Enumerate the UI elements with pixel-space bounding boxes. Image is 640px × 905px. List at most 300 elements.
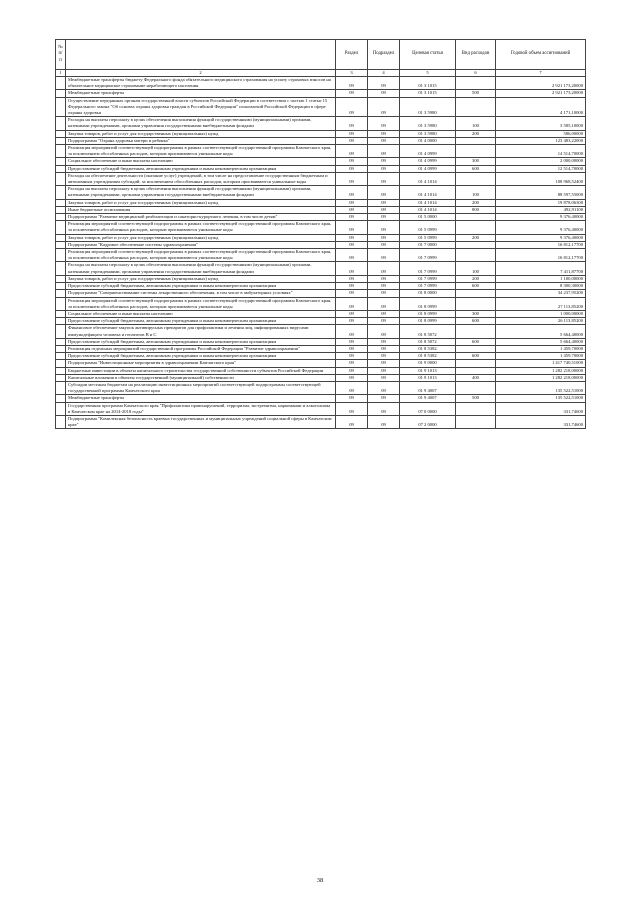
header-col-section: Раздел (336, 40, 368, 70)
row-subsection-cell: 09 (368, 367, 400, 374)
row-amount-cell: 88 597,55000 (496, 186, 586, 199)
row-number-cell (56, 360, 66, 367)
row-expense-cell: 200 (456, 130, 496, 137)
row-expense-cell (456, 381, 496, 394)
row-target-cell: 01 4 1014 (400, 186, 456, 199)
row-amount-cell: 4 171,10000 (496, 97, 586, 117)
table-row (56, 172, 586, 185)
row-number-cell (56, 395, 66, 402)
row-subsection-cell: 09 (368, 214, 400, 221)
row-target-cell: 01 5 0999 (400, 234, 456, 241)
row-expense-cell: 200 (456, 199, 496, 206)
row-subsection-cell: 09 (368, 283, 400, 290)
row-section-cell: 09 (336, 199, 368, 206)
row-target-cell: 01 4 0999 (400, 145, 456, 158)
row-section-cell: 09 (336, 145, 368, 158)
row-section-cell: 09 (336, 206, 368, 213)
row-amount-cell: 16 812,17700 (496, 241, 586, 248)
row-amount-cell: 331,74600 (496, 402, 586, 415)
row-expense-cell: 600 (456, 338, 496, 345)
row-amount-cell: 9 376,40000 (496, 234, 586, 241)
row-subsection-cell: 09 (368, 415, 400, 428)
row-name-cell: Иные бюджетные ассигнования (66, 206, 336, 213)
row-subsection-cell: 09 (368, 262, 400, 275)
row-expense-cell: 400 (456, 374, 496, 381)
row-number-cell (56, 318, 66, 325)
row-section-cell: 09 (336, 90, 368, 97)
row-number-cell (56, 90, 66, 97)
table-row (56, 353, 586, 360)
row-number-cell (56, 137, 66, 144)
row-amount-cell: 135 522,51000 (496, 381, 586, 394)
row-name-cell: Межбюджетные трансферты бюджету Федерального фонда обязательного медицинского страхования на уплату страховых взносов на обязательное медицинское страхование неработающего населения (66, 77, 336, 90)
row-section-cell: 09 (336, 325, 368, 338)
row-section-cell: 09 (336, 290, 368, 297)
row-amount-cell: 34 237,95200 (496, 290, 586, 297)
header-number: 7 (496, 70, 586, 77)
row-name-cell: Подпрограмма "Комплексная безопасность краевых государственных и муниципальных учреждений социальной сферы в Камчатском крае" (66, 415, 336, 428)
row-section-cell: 09 (336, 249, 368, 262)
row-name-cell: Расходы на обеспечение деятельности (оказание услуг) учреждений, в том числе на предоставление государственным бюджетным и автономным учреждениям субсидий, за исключением обособленных расходов, которым присваиваются уникальные коды (66, 172, 336, 185)
row-number-cell (56, 345, 66, 352)
table-row (56, 165, 586, 172)
table-row (56, 338, 586, 345)
row-number-cell (56, 172, 66, 185)
row-subsection-cell: 09 (368, 145, 400, 158)
row-name-cell: Предоставление субсидий бюджетным, автономным учреждениям и иным некоммерческим организациям (66, 338, 336, 345)
row-subsection-cell: 09 (368, 360, 400, 367)
row-subsection-cell: 09 (368, 206, 400, 213)
row-number-cell (56, 145, 66, 158)
row-target-cell: 01 3 1015 (400, 90, 456, 97)
row-target-cell: 01 9 1013 (400, 374, 456, 381)
row-name-cell: Подпрограмма "Кадровое обеспечение системы здравоохранения" (66, 241, 336, 248)
row-section-cell: 09 (336, 353, 368, 360)
row-amount-cell: 1 100,00000 (496, 275, 586, 282)
row-expense-cell: 500 (456, 395, 496, 402)
row-name-cell: Бюджетные инвестиции в объекты капитального строительства государственной собственности субъектов Российской Федерации (66, 367, 336, 374)
table-row (56, 374, 586, 381)
row-amount-cell: 123 483,22000 (496, 137, 586, 144)
row-subsection-cell: 09 (368, 77, 400, 90)
row-number-cell (56, 402, 66, 415)
row-section-cell: 09 (336, 241, 368, 248)
table-row (56, 158, 586, 165)
row-expense-cell: 600 (456, 283, 496, 290)
row-number-cell (56, 310, 66, 317)
row-expense-cell (456, 345, 496, 352)
row-expense-cell (456, 137, 496, 144)
row-subsection-cell: 09 (368, 158, 400, 165)
row-amount-cell: 12 514,70000 (496, 165, 586, 172)
table-row (56, 395, 586, 402)
row-name-cell: Финансовое обеспечение закупок антивирусных препаратов для профилактики и лечения лиц, инфицированных вирусами иммунодефицита человека и гепатитов В и С (66, 325, 336, 338)
row-number-cell (56, 374, 66, 381)
table-row (56, 297, 586, 310)
table-row (56, 214, 586, 221)
row-target-cell: 01 3 1015 (400, 77, 456, 90)
table-row (56, 381, 586, 394)
table-row (56, 249, 586, 262)
table-row (56, 290, 586, 297)
row-expense-cell: 300 (456, 158, 496, 165)
row-section-cell: 09 (336, 381, 368, 394)
header-col-subsection: Подраздел (368, 40, 400, 70)
row-expense-cell (456, 367, 496, 374)
row-section-cell: 09 (336, 137, 368, 144)
row-number-cell (56, 117, 66, 130)
table-row (56, 145, 586, 158)
row-expense-cell: 300 (456, 310, 496, 317)
row-subsection-cell: 09 (368, 221, 400, 234)
row-amount-cell: 586,00000 (496, 130, 586, 137)
row-amount-cell: 331,74600 (496, 415, 586, 428)
row-section-cell: 09 (336, 367, 368, 374)
table-row (56, 360, 586, 367)
row-subsection-cell: 09 (368, 353, 400, 360)
row-expense-cell: 600 (456, 165, 496, 172)
row-subsection-cell: 09 (368, 172, 400, 185)
row-section-cell: 09 (336, 186, 368, 199)
table-row (56, 345, 586, 352)
table-row (56, 199, 586, 206)
row-name-cell: Реализация мероприятий соответствующей подпрограммы в рамках соответствующей государственной программы Камчатского края, за исключением обособленных расходов, которым присваиваются уникальные коды (66, 249, 336, 262)
row-number-cell (56, 130, 66, 137)
row-subsection-cell: 09 (368, 186, 400, 199)
row-target-cell: 01 4 0999 (400, 165, 456, 172)
row-subsection-cell: 09 (368, 338, 400, 345)
row-number-cell (56, 275, 66, 282)
row-name-cell: Подпрограмма "Инвестиционные мероприятия в здравоохранении Камчатского края" (66, 360, 336, 367)
row-number-cell (56, 297, 66, 310)
row-number-cell (56, 262, 66, 275)
row-amount-cell: 16 812,17700 (496, 249, 586, 262)
table-row (56, 283, 586, 290)
row-number-cell (56, 206, 66, 213)
row-subsection-cell: 09 (368, 318, 400, 325)
row-subsection-cell: 09 (368, 345, 400, 352)
row-section-cell: 09 (336, 318, 368, 325)
header-number: 6 (456, 70, 496, 77)
table-row (56, 97, 586, 117)
row-name-cell: Межбюджетные трансферты (66, 395, 336, 402)
row-target-cell: 01 4 1014 (400, 206, 456, 213)
row-expense-cell (456, 290, 496, 297)
header-numbers-row (56, 70, 586, 77)
row-amount-cell: 1 417 740,51000 (496, 360, 586, 367)
row-target-cell: 01 3 5980 (400, 117, 456, 130)
row-section-cell: 09 (336, 395, 368, 402)
header-number: 4 (368, 70, 400, 77)
row-target-cell: 01 3 5980 (400, 130, 456, 137)
row-number-cell (56, 234, 66, 241)
row-subsection-cell: 09 (368, 310, 400, 317)
table-row (56, 262, 586, 275)
row-name-cell: Закупка товаров, работ и услуг для государственных (муниципальных) нужд (66, 199, 336, 206)
row-amount-cell: 5 664,40000 (496, 325, 586, 338)
row-target-cell: 01 7 0999 (400, 283, 456, 290)
row-name-cell: Реализация мероприятий соответствующей подпрограммы в рамках соответствующей государственной программы Камчатского края, за исключением обособленных расходов, которым присваиваются уникальные коды (66, 221, 336, 234)
row-amount-cell: 7 411,87700 (496, 262, 586, 275)
row-name-cell: Осуществление переданных органам государственной власти субъектов Российской Федерации в соответствии с частью 1 статьи 15 Федерального закона "Об основах охраны здоровья граждан в Российской Федерации" полномочий Российской Федерации в сфере охраны здоровья (66, 97, 336, 117)
row-section-cell: 09 (336, 374, 368, 381)
row-subsection-cell: 09 (368, 165, 400, 172)
row-expense-cell: 800 (456, 206, 496, 213)
row-name-cell: Закупка товаров, работ и услуг для государственных (муниципальных) нужд (66, 234, 336, 241)
row-number-cell (56, 338, 66, 345)
row-amount-cell: 9 376,40000 (496, 214, 586, 221)
row-number-cell (56, 249, 66, 262)
row-number-cell (56, 199, 66, 206)
row-name-cell: Капитальные вложения в объекты государственной (муниципальной) собственности (66, 374, 336, 381)
row-target-cell: 01 7 0999 (400, 275, 456, 282)
row-name-cell: Предоставление субсидий бюджетным, автономным учреждениям и иным некоммерческим организациям (66, 165, 336, 172)
row-section-cell: 09 (336, 234, 368, 241)
table-row (56, 318, 586, 325)
header-col-name (66, 40, 336, 70)
row-expense-cell (456, 297, 496, 310)
row-name-cell: Закупка товаров, работ и услуг для государственных (муниципальных) нужд (66, 130, 336, 137)
row-number-cell (56, 97, 66, 117)
row-subsection-cell: 09 (368, 249, 400, 262)
row-number-cell (56, 415, 66, 428)
row-amount-cell: 1 459,70000 (496, 353, 586, 360)
row-expense-cell (456, 325, 496, 338)
row-number-cell (56, 241, 66, 248)
row-target-cell: 01 8 5382 (400, 353, 456, 360)
row-number-cell (56, 283, 66, 290)
row-number-cell (56, 214, 66, 221)
row-name-cell: Расходы на выплаты персоналу в целях обеспечения выполнения функций государственными (муниципальными) органами, казенными учреждениями, органами управления государственными внебюджетными фондами (66, 186, 336, 199)
row-target-cell: 01 9 4007 (400, 381, 456, 394)
row-amount-cell: 19 878,06300 (496, 199, 586, 206)
row-target-cell: 07 2 0000 (400, 415, 456, 428)
row-section-cell: 09 (336, 402, 368, 415)
row-section-cell: 09 (336, 360, 368, 367)
row-name-cell: Государственная программа Камчатского края "Профилактика правонарушений, терроризма, экстремизма, наркомании и алкоголизма в Камчатском крае на 2014-2018 годы" (66, 402, 336, 415)
row-expense-cell: 600 (456, 353, 496, 360)
row-number-cell (56, 165, 66, 172)
row-target-cell: 01 3 5980 (400, 97, 456, 117)
row-name-cell: Подпрограмма "Развитие медицинской реабилитации и санаторно-курортного лечения, в том числе детям" (66, 214, 336, 221)
table-row (56, 206, 586, 213)
row-name-cell: Предоставление субсидий бюджетным, автономным учреждениям и иным некоммерческим организациям (66, 353, 336, 360)
table-row (56, 415, 586, 428)
row-amount-cell: 1 282 218,00000 (496, 374, 586, 381)
row-amount-cell: 135 522,51000 (496, 395, 586, 402)
row-section-cell: 09 (336, 310, 368, 317)
row-amount-cell: 2 000,00000 (496, 158, 586, 165)
row-target-cell: 01 8 5072 (400, 338, 456, 345)
row-target-cell: 01 8 5382 (400, 345, 456, 352)
row-target-cell: 01 9 0000 (400, 360, 456, 367)
row-name-cell: Субсидии местным бюджетам на реализацию инвестиционных мероприятий соответствующей подпрограммы соответствующей государственной программы Камчатского края (66, 381, 336, 394)
row-target-cell: 01 8 0000 (400, 290, 456, 297)
row-target-cell: 01 8 0999 (400, 310, 456, 317)
row-expense-cell (456, 402, 496, 415)
row-amount-cell: 2 921 173,20000 (496, 77, 586, 90)
row-name-cell: Реализация отдельных мероприятий государственной программы Российской Федерации "Развитие здравоохранения" (66, 345, 336, 352)
row-section-cell: 09 (336, 262, 368, 275)
row-number-cell (56, 381, 66, 394)
row-expense-cell: 600 (456, 318, 496, 325)
table-row (56, 402, 586, 415)
row-number-cell (56, 158, 66, 165)
row-subsection-cell: 09 (368, 234, 400, 241)
row-expense-cell (456, 221, 496, 234)
row-amount-cell: 3 585,10000 (496, 117, 586, 130)
header-number: 3 (336, 70, 368, 77)
row-number-cell (56, 77, 66, 90)
header-number: 5 (400, 70, 456, 77)
row-section-cell: 09 (336, 77, 368, 90)
row-section-cell: 09 (336, 283, 368, 290)
row-expense-cell: 200 (456, 275, 496, 282)
row-amount-cell: 8 300,30000 (496, 283, 586, 290)
row-section-cell: 09 (336, 345, 368, 352)
row-section-cell: 09 (336, 338, 368, 345)
row-name-cell: Подпрограмма "Охрана здоровья матери и ребенка" (66, 137, 336, 144)
row-expense-cell: 100 (456, 117, 496, 130)
row-section-cell: 09 (336, 214, 368, 221)
row-expense-cell (456, 214, 496, 221)
row-name-cell: Реализация мероприятий соответствующей подпрограммы в рамках соответствующей государственной программы Камчатского края, за исключением обособленных расходов, которым присваиваются уникальные коды (66, 297, 336, 310)
row-target-cell: 01 5 0000 (400, 214, 456, 221)
row-number-cell (56, 325, 66, 338)
table-row (56, 241, 586, 248)
row-subsection-cell: 09 (368, 402, 400, 415)
table-header-row (56, 40, 586, 70)
row-expense-cell (456, 172, 496, 185)
row-subsection-cell: 09 (368, 199, 400, 206)
row-expense-cell (456, 241, 496, 248)
table-row (56, 90, 586, 97)
header-col-amount: Годовой объем ассигнований (496, 40, 586, 70)
row-subsection-cell: 09 (368, 130, 400, 137)
table-row (56, 367, 586, 374)
row-section-cell: 09 (336, 117, 368, 130)
row-subsection-cell: 09 (368, 374, 400, 381)
row-expense-cell (456, 145, 496, 158)
row-amount-cell: 5 664,40000 (496, 338, 586, 345)
row-target-cell: 07 0 0000 (400, 402, 456, 415)
row-subsection-cell: 09 (368, 297, 400, 310)
table-row (56, 130, 586, 137)
row-subsection-cell: 09 (368, 90, 400, 97)
row-name-cell: Социальное обеспечение и иные выплаты населению (66, 158, 336, 165)
row-target-cell: 01 7 0999 (400, 262, 456, 275)
row-subsection-cell: 09 (368, 97, 400, 117)
table-row (56, 310, 586, 317)
row-amount-cell: 9 376,40000 (496, 221, 586, 234)
row-amount-cell: 108 968,52400 (496, 172, 586, 185)
row-subsection-cell: 09 (368, 275, 400, 282)
table-row (56, 117, 586, 130)
page-number: 38 (316, 877, 324, 884)
row-number-cell (56, 290, 66, 297)
row-section-cell: 09 (336, 275, 368, 282)
row-subsection-cell: 09 (368, 381, 400, 394)
row-number-cell (56, 221, 66, 234)
header-col-expense-type: Вид расходов (456, 40, 496, 70)
row-section-cell: 09 (336, 97, 368, 117)
row-target-cell: 01 7 0999 (400, 249, 456, 262)
row-expense-cell (456, 249, 496, 262)
table-row (56, 234, 586, 241)
row-name-cell: Расходы на выплаты персоналу в целях обеспечения выполнения функций государственными (муниципальными) органами, казенными учреждениями, органами управления государственными внебюджетными фондами (66, 117, 336, 130)
row-name-cell: Реализация мероприятий соответствующей подпрограммы в рамках соответствующей государственной программы Камчатского края, за исключением обособленных расходов, которым присваиваются уникальные коды (66, 145, 336, 158)
row-target-cell: 01 7 0000 (400, 241, 456, 248)
budget-table (55, 39, 586, 429)
row-amount-cell: 492,91100 (496, 206, 586, 213)
header-col-number: № п/п (56, 40, 66, 70)
row-section-cell: 09 (336, 415, 368, 428)
row-target-cell: 01 4 0000 (400, 137, 456, 144)
table-row (56, 186, 586, 199)
table-row (56, 221, 586, 234)
header-col-target: Целевая статья (400, 40, 456, 70)
row-target-cell: 01 8 5072 (400, 325, 456, 338)
row-name-cell: Предоставление субсидий бюджетным, автономным учреждениям и иным некоммерческим организациям (66, 283, 336, 290)
row-subsection-cell: 09 (368, 325, 400, 338)
row-amount-cell: 1 459,70000 (496, 345, 586, 352)
row-section-cell: 09 (336, 130, 368, 137)
row-section-cell: 09 (336, 297, 368, 310)
row-target-cell: 01 4 1014 (400, 172, 456, 185)
row-name-cell: Предоставление субсидий бюджетным, автономным учреждениям и иным некоммерческим организациям (66, 318, 336, 325)
row-expense-cell: 200 (456, 234, 496, 241)
row-amount-cell: 26 113,85200 (496, 318, 586, 325)
row-name-cell: Социальное обеспечение и иные выплаты населению (66, 310, 336, 317)
row-number-cell (56, 353, 66, 360)
row-amount-cell: 2 921 173,20000 (496, 90, 586, 97)
row-name-cell: Расходы на выплаты персоналу в целях обеспечения выполнения функций государственными (муниципальными) органами, казенными учреждениями, органами управления государственными внебюджетными фондами (66, 262, 336, 275)
row-section-cell: 09 (336, 158, 368, 165)
header-number: 1 (56, 70, 66, 77)
row-amount-cell: 14 514,70000 (496, 145, 586, 158)
row-expense-cell (456, 415, 496, 428)
table-row (56, 325, 586, 338)
row-subsection-cell: 09 (368, 395, 400, 402)
row-amount-cell: 1 282 218,00000 (496, 367, 586, 374)
row-expense-cell (456, 77, 496, 90)
row-target-cell: 01 9 1013 (400, 367, 456, 374)
row-target-cell: 01 9 4007 (400, 395, 456, 402)
header-number: 2 (66, 70, 336, 77)
table-body (56, 77, 586, 429)
row-expense-cell: 100 (456, 186, 496, 199)
row-number-cell (56, 186, 66, 199)
row-subsection-cell: 09 (368, 290, 400, 297)
row-expense-cell (456, 360, 496, 367)
row-section-cell: 09 (336, 172, 368, 185)
row-number-cell (56, 367, 66, 374)
row-target-cell: 01 5 0999 (400, 221, 456, 234)
row-amount-cell: 1 000,00000 (496, 310, 586, 317)
row-expense-cell: 500 (456, 90, 496, 97)
row-target-cell: 01 8 0999 (400, 318, 456, 325)
row-subsection-cell: 09 (368, 137, 400, 144)
row-subsection-cell: 09 (368, 117, 400, 130)
row-target-cell: 01 4 1014 (400, 199, 456, 206)
row-expense-cell (456, 97, 496, 117)
table-row (56, 275, 586, 282)
table-row (56, 77, 586, 90)
row-subsection-cell: 09 (368, 241, 400, 248)
row-name-cell: Закупка товаров, работ и услуг для государственных (муниципальных) нужд (66, 275, 336, 282)
row-target-cell: 01 4 0999 (400, 158, 456, 165)
row-expense-cell: 100 (456, 262, 496, 275)
